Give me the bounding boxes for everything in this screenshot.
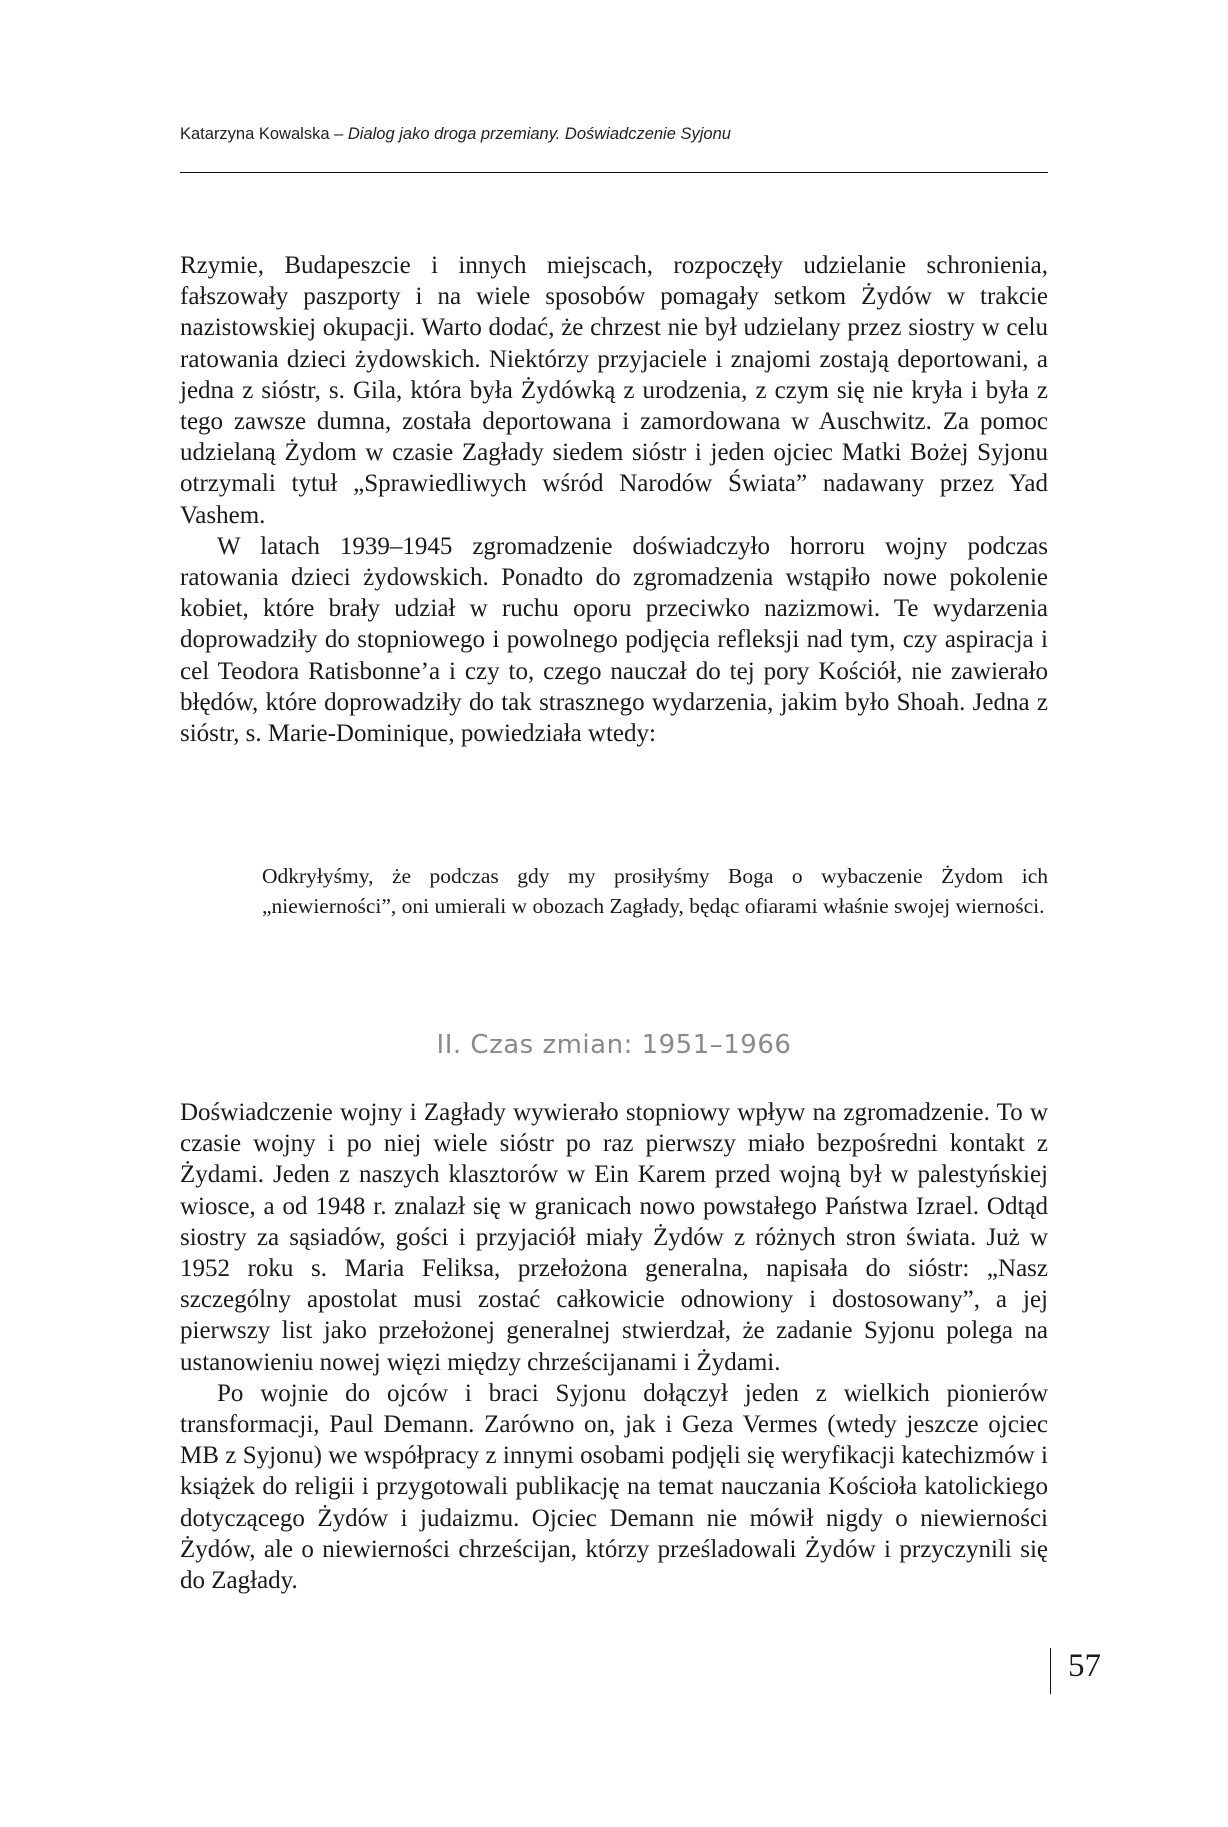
header-author: Katarzyna Kowalska xyxy=(180,125,330,143)
section-heading: II. Czas zmian: 1951–1966 xyxy=(436,1030,792,1060)
section-2-body xyxy=(180,1097,1048,1596)
page-number: 57 xyxy=(1068,1648,1101,1684)
running-header xyxy=(180,125,1048,144)
paragraph: Po wojnie do ojców i braci Syjonu dołączył jeden z wielkich pionierów transformacji, Paul Demann. Zarówno on, jak i Geza Vermes (wtedy jeszcze ojciec MB z Syjonu) we współpracy z innymi osobami podjęli się weryfikacji katechizmów i książek do religii i przygotowali publikację na temat nauczania Kościoła katolickiego dotyczącego Żydów i judaizmu. Ojciec Demann nie mówił nigdy o niewierności Żydów, ale o niewierności chrześcijan, którzy prześladowali Żydów i przyczynili się do Zagłady. xyxy=(180,1379,1048,1595)
paragraph: W latach 1939–1945 zgromadzenie doświadczyło horroru wojny podczas ratowania dzieci żydowskich. Ponadto do zgromadzenia wstąpiło nowe pokolenie kobiet, które brały udział w ruchu oporu przeciwko nazizmowi. Te wydarzenia doprowadziły do stopniowego i powolnego podjęcia refleksji nad tym, czy aspiracja i cel Teodora Ratisbonne’a i czy to, czego nauczał do tej pory Kościół, nie zawierało błędów, które doprowadziły do tak strasznego wydarzenia, jakim było Shoah. Jedna z sióstr, s. Marie-Dominique, powiedziała wtedy: xyxy=(180,532,1048,748)
header-title: Dialog jako droga przemiany. Doświadczenie Syjonu xyxy=(347,125,731,143)
paragraph: Rzymie, Budapeszcie i innych miejscach, rozpoczęły udzielanie schronienia, fałszowały paszporty i na wiele sposobów pomagały setkom Żydów w trakcie nazistowskiej okupacji. Warto dodać, że chrzest nie był udzielany przez siostry w celu ratowania dzieci żydowskich. Niektórzy przyjaciele i znajomi zostają deportowani, a jedna z sióstr, s. Gila, która była Żydówką z urodzenia, z czym się nie kryła i była z tego zawsze dumna, została deportowana i zamordowana w Auschwitz. Za pomoc udzielaną Żydom w czasie Zagłady siedem sióstr i jeden ojciec Matki Bożej Syjonu otrzymali tytuł „Sprawiedliwych wśród Narodów Świata” nadawany przez Yad Vashem. xyxy=(180,252,1048,529)
block-quote xyxy=(262,862,1048,921)
quote-text: Odkryłyśmy, że podczas gdy my prosiłyśmy Boga o wybaczenie Żydom ich „niewierności”, oni umierali w obozach Zagłady, będąc ofiarami właśnie swojej wierności. xyxy=(262,864,1048,918)
paragraph: Doświadczenie wojny i Zagłady wywierało stopniowy wpływ na zgromadzenie. To w czasie wojny i po niej wiele sióstr po raz pierwszy miało bezpośredni kontakt z Żydami. Jeden z naszych klasztorów w Ein Karem przed wojną był w palestyńskiej wiosce, a od 1948 r. znalazł się w granicach nowo powstałego Państwa Izrael. Odtąd siostry za sąsiadów, gości i przyjaciół miały Żydów z różnych stron świata. Już w 1952 roku s. Maria Feliksa, przełożona generalna, napisała do sióstr: „Nasz szczególny apostolat musi zostać całkowicie odnowiony i dostosowany”, a jej pierwszy list jako przełożonej generalnej stwierdzał, że zadanie Syjonu polega na ustanowieniu nowej więzi między chrześcijanami i Żydami. xyxy=(180,1099,1048,1376)
header-rule xyxy=(180,172,1048,173)
page-number-rule xyxy=(1050,1648,1051,1694)
section-1-body xyxy=(180,250,1048,749)
header-separator: – xyxy=(329,125,348,143)
